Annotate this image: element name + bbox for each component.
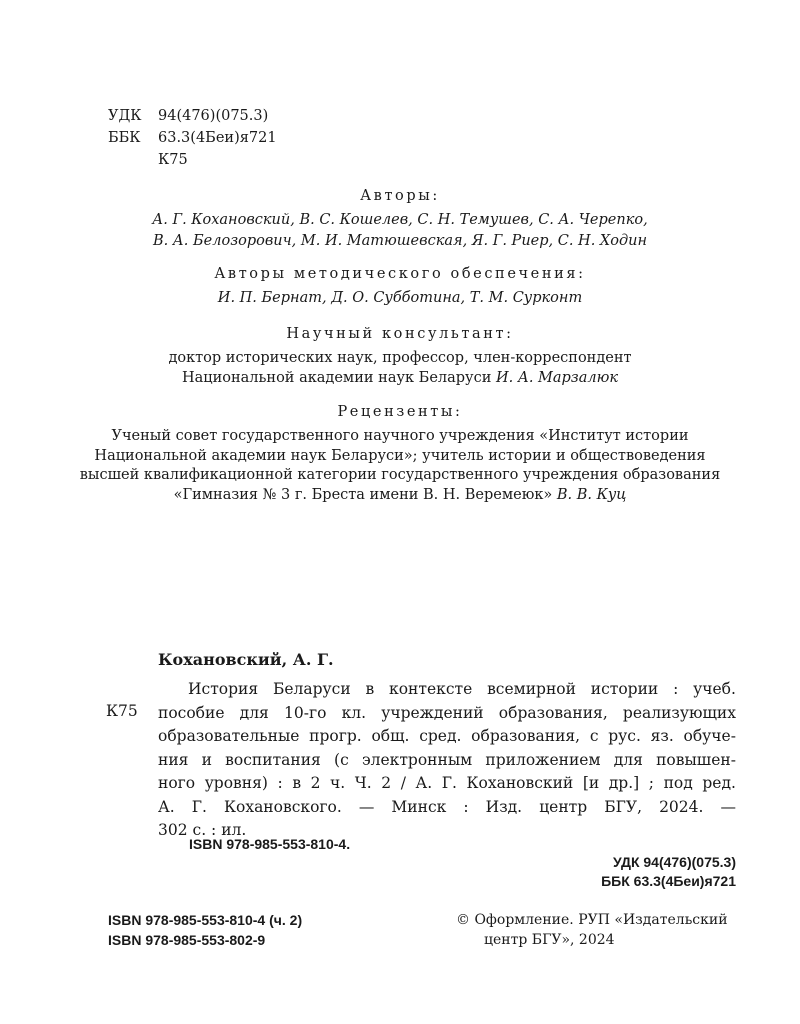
catalog-line — [158, 702, 736, 726]
catalog-word: Г. — [441, 774, 457, 792]
catalog-word: общ. — [371, 727, 410, 745]
methodical-authors-heading: Авторы методического обеспечения: — [214, 266, 586, 282]
catalog-word: истории — [590, 680, 659, 698]
catalog-word: — — [720, 797, 736, 816]
catalog-word: воспитания — [225, 750, 321, 769]
catalog-word: учеб. — [693, 680, 736, 698]
catalog-last-line: 302 с. : ил. — [158, 821, 247, 839]
reviewers-name: В. В. Куц — [556, 487, 627, 503]
udk-label: УДК — [108, 108, 142, 124]
catalog-word: для — [613, 750, 643, 769]
consultant-name: И. А. Марзалюк — [495, 370, 619, 386]
catalog-word: в — [365, 680, 375, 698]
udk-value: 94(476)(075.3) — [158, 108, 269, 124]
catalog-line — [158, 725, 736, 749]
consultant-line-2 — [0, 370, 800, 386]
footer-isbn-set: ISBN 978-985-553-802-9 — [108, 932, 266, 948]
catalog-word: Г. — [191, 797, 207, 816]
catalog-word: (с — [334, 750, 349, 769]
catalog-word: приложением — [485, 750, 601, 769]
reviewers-line-1: Ученый совет государственного научного учреждения «Институт истории — [111, 428, 689, 444]
catalog-word: реализующих — [622, 703, 736, 722]
catalog-word: уровня) — [204, 774, 268, 792]
author-mark: К75 — [158, 152, 188, 168]
catalog-word: ч. — [330, 774, 346, 792]
catalog-line — [158, 796, 736, 820]
catalog-line — [158, 678, 736, 702]
catalog-word: 2 — [381, 774, 392, 792]
catalog-word: яз. — [650, 727, 674, 745]
catalog-line — [158, 749, 736, 773]
catalog-word: центр — [539, 797, 588, 816]
catalog-word: электронным — [361, 750, 473, 769]
catalog-author: Кохановский, А. Г. — [158, 650, 334, 669]
catalog-word: и — [201, 750, 212, 769]
catalog-word: Минск — [391, 797, 447, 816]
authors-line-2: В. А. Белозорович, М. И. Матюшевская, Я. Г. Риер, С. Н. Ходин — [152, 233, 648, 249]
bbk-label: ББК — [108, 130, 141, 146]
catalog-word: обуче- — [683, 727, 736, 745]
catalog-word: [и — [582, 774, 600, 792]
catalog-word: История — [188, 680, 259, 698]
catalog-word: ного — [158, 774, 196, 792]
catalog-word: БГУ, — [604, 797, 642, 816]
catalog-word: повышен- — [656, 750, 736, 769]
bbk-value: 63.3(4Беи)я721 — [158, 130, 277, 146]
catalog-word: Кохановский — [466, 774, 574, 792]
catalog-word: : — [277, 774, 283, 792]
catalog-bbk: ББК 63.3(4Беи)я721 — [601, 873, 736, 889]
catalog-word: прогр. — [309, 727, 362, 745]
methodical-authors-line: И. П. Бернат, Д. О. Субботина, Т. М. Сурконт — [217, 290, 583, 306]
catalog-word: кл. — [341, 703, 367, 722]
catalog-word: Ч. — [354, 774, 372, 792]
catalog-word: под — [663, 774, 693, 792]
reviewers-heading: Рецензенты: — [337, 404, 463, 420]
catalog-line — [158, 772, 736, 796]
copyright-line-2: центр БГУ», 2024 — [484, 932, 615, 948]
catalog-word: сред. — [419, 727, 462, 745]
catalog-word: образования, — [498, 703, 608, 722]
authors-line-1: А. Г. Кохановский, В. С. Кошелев, С. Н. Темушев, С. А. Черепко, — [152, 212, 648, 228]
catalog-word: А. — [158, 797, 175, 816]
catalog-word: А. — [415, 774, 433, 792]
footer-isbn-part: ISBN 978-985-553-810-4 (ч. 2) — [108, 912, 303, 928]
consultant-heading: Научный консультант: — [286, 326, 514, 342]
catalog-word: / — [400, 774, 406, 792]
catalog-word: ; — [648, 774, 655, 792]
catalog-word: образовательные — [158, 727, 300, 745]
catalog-word: : — [463, 797, 469, 816]
catalog-word: в — [292, 774, 302, 792]
catalog-word: с — [589, 727, 599, 745]
catalog-description — [158, 678, 736, 843]
classification-codes — [108, 105, 277, 171]
reviewers-line-2: Национальной академии наук Беларуси»; учитель истории и обществоведения — [94, 448, 706, 464]
catalog-word: : — [673, 680, 679, 698]
catalog-word: ред. — [702, 774, 736, 792]
catalog-word: для — [239, 703, 269, 722]
catalog-word: Беларуси — [272, 680, 351, 698]
catalog-udk: УДК 94(476)(075.3) — [612, 854, 736, 870]
copyright-line-1: © Оформление. РУП «Издательский — [456, 912, 728, 928]
catalog-isbn: ISBN 978-985-553-810-4. — [189, 836, 351, 852]
catalog-word: ния — [158, 750, 189, 769]
catalog-word: Кохановского. — [224, 797, 342, 816]
catalog-word: учреждений — [381, 703, 484, 722]
reviewers-line-4 — [0, 487, 800, 503]
reviewers-institution: «Гимназия № 3 г. Бреста имени В. Н. Веремеюк» — [173, 487, 553, 503]
authors-heading: Авторы: — [360, 188, 440, 204]
catalog-word: образования, — [471, 727, 581, 745]
catalog-word: 2024. — [659, 797, 704, 816]
catalog-word: контексте — [389, 680, 473, 698]
catalog-word: 2 — [310, 774, 321, 792]
catalog-word: 10-го — [284, 703, 327, 722]
catalog-word: — — [358, 797, 375, 816]
catalog-word: рус. — [608, 727, 641, 745]
catalog-word: пособие — [158, 703, 225, 722]
catalog-word: Изд. — [485, 797, 523, 816]
consultant-affiliation: Национальной академии наук Беларуси — [181, 370, 492, 386]
catalog-word: всемирной — [487, 680, 576, 698]
catalog-mark: К75 — [106, 702, 138, 720]
consultant-line-1: доктор исторических наук, профессор, член-корреспондент — [168, 350, 632, 366]
reviewers-line-3: высшей квалификационной категории государственного учреждения образования — [79, 467, 721, 483]
catalog-word: др.] — [608, 774, 640, 792]
